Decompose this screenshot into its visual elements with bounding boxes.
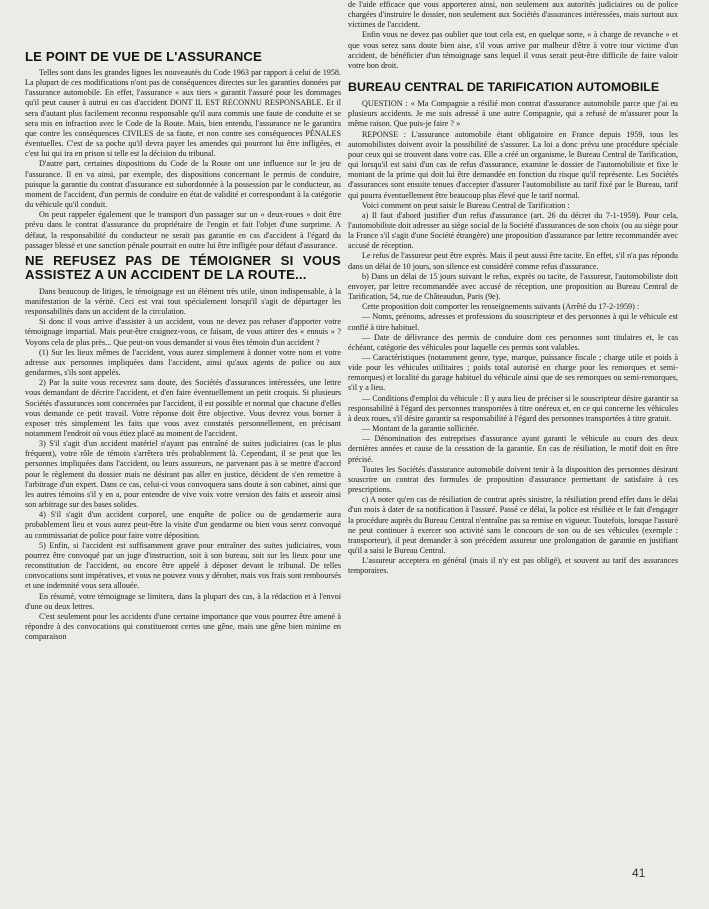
paragraph: de l'aide efficace que vous apporterez ainsi, non seulement aux autorités judiciaires ou de police chargées d'instruire le dossier, non seulement aux Sociétés d'assurances intéressées, mais surtout aux victimes de l'accident. bbox=[348, 0, 678, 30]
section-heading-temoigner: NE REFUSEZ PAS DE TÉMOIGNER SI VOUS ASSISTEZ A UN ACCIDENT DE LA ROUTE... bbox=[25, 252, 341, 283]
paragraph: b) Dans un délai de 15 jours suivant le refus, exprès ou tacite, de l'assureur, l'automobiliste doit envoyer, par lettre recommandée avec accusé de réception, une proposition au Bureau Central de Tarification, 54, rue de Châteaudun, Paris (9e). bbox=[348, 271, 678, 302]
paragraph: En résumé, votre témoignage se limitera, dans la plupart des cas, à la rédaction et à l'envoi d'une ou deux lettres. bbox=[25, 591, 341, 611]
paragraph: (1) Sur les lieux mêmes de l'accident, vous aurez simplement à donner votre nom et votre adresse aux personnes impliquées dans l'accident, ainsi qu'aux agents de police ou aux gendarmes, s'ils sont appelés. bbox=[25, 347, 341, 378]
list-item: — Noms, prénoms, adresses et professions du souscripteur et des personnes à qui le véhicule est confié à titre habituel. bbox=[348, 312, 678, 332]
right-column bbox=[348, 0, 678, 576]
paragraph: C'est seulement pour les accidents d'une certaine importance que vous pourrez être amené à répondre à des convocations qui constitueront certes une gêne, mais une gêne bien minime en comparaison bbox=[25, 611, 341, 642]
paragraph: REPONSE : L'assurance automobile étant obligatoire en France depuis 1959, tous les automobilistes doivent avoir la possibilité de s'assurer. La loi a donc prévu une procédure spéciale pour ceux qui se trouvent dans votre cas. Elle a créé un organisme, le Bureau Central de Tarification, qui lorsqu'il est saisi d'un cas de refus d'assurance, examine le dossier de l'automobiliste et fixe le montant de la prime qui doit lui être demandée en fonction du risque qu'il représente. Les Sociétés d'assurances sont ensuite tenues d'accepter d'assurer l'automobiliste au tarif fixé par le Bureau, tarif qui pourra éventuellement être beaucoup plus élevé que le tarif normal. bbox=[348, 129, 678, 200]
paragraph: Telles sont dans les grandes lignes les nouveautés du Code 1963 par rapport à celui de 1958. La plupart de ces modifications n'ont pas de conséquences directes sur les garanties données par l'assurance automobile. En effet, l'assurance « aux tiers » garantit l'assuré pour les dommages qu'il peut causer à autrui en cas d'accident DONT IL EST RECONNU RESPONSABLE. Et il sera d'autant plus facilement reconnu responsable qu'il aura commis une faute de conduite et se sera mis en infraction avec le Code de la Route. Mais, bien entendu, l'assurance ne le garantira que contre les conséquences CIVILES de sa faute, et non contre ses conséquences PÉNALES éventuelles. C'est de sa poche qu'il devra payer les amendes qui pourront lui être infligées, et c'est lui qui ira en prison si telle est la décision du tribunal. bbox=[25, 68, 341, 159]
paragraph: Le refus de l'assureur peut être exprès. Mais il peut aussi être tacite. En effet, s'il n'a pas répondu dans un délai de 10 jours, son silence est considéré comme refus d'assurance. bbox=[348, 251, 678, 271]
paragraph: Si donc il vous arrive d'assister à un accident, vous ne devez pas refuser d'apporter votre témoignage impartial. Mais peut-être craignez-vous, ce faisant, de vous attirer des « ennuis » ? Voyons cela de plus près... Que peut-on vous demander si vous êtes témoin d'un accident ? bbox=[25, 317, 341, 347]
left-column bbox=[25, 46, 341, 642]
paragraph: c) A noter qu'en cas de résiliation de contrat après sinistre, la résiliation prend effet dans le délai d'un mois à dater de sa notification à l'assuré. Passé ce délai, la police est résiliée et le fait d'engager la procédure auprès du Bureau Central n'entraîne pas sa remise en vigueur. Toutefois, lorsque l'assuré ne peut continuer à exercer son activité sans le concours de son ou de ses véhicules (exemple : transporteur), il peut demander à son précédent assureur une prolongation de garantie en justifiant qu'il a saisi le Bureau Central. bbox=[348, 495, 678, 555]
paragraph: Cette proposition doit comporter les renseignements suivants (Arrêté du 17-2-1959) : bbox=[362, 302, 640, 312]
section-heading-bureau: BUREAU CENTRAL DE TARIFICATION AUTOMOBILE bbox=[348, 80, 660, 95]
list-item: — Dénomination des entreprises d'assurance ayant garanti le véhicule au cours des deux dernières années et cause de la cessation de la garantie. En cas de résiliation, le motif doit en être précisé. bbox=[348, 434, 678, 464]
list-item: — Date de délivrance des permis de conduire dont ces personnes sont titulaires et, le cas échéant, catégorie des véhicules pour laquelle ces permis sont valables. bbox=[348, 332, 678, 352]
paragraph: On peut rappeler également que le transport d'un passager sur un « deux-roues » doit être prévu dans le contrat d'assurance du propriétaire de l'engin et fait l'objet d'une surprime. A défaut, la responsabilité du conducteur ne serait pas garantie en cas d'accident à l'égard du passager blessé et une sanction pénale pourrait en outre lui être infligée pour défaut d'assurance. bbox=[25, 210, 341, 250]
paragraph: 5) Enfin, si l'accident est suffisamment grave pour entraîner des suites judiciaires, vous pourrez être convoqué par un juge d'instruction, soit à son bureau, soit sur les lieux pour une reconstitution de l'accident, ou encore être appelé à déposer devant le tribunal. De telles convocations sont impératives, et vous ne pouvez vous y dérober, mais vos frais sont remboursés et une indemnité vous sera allouée. bbox=[25, 540, 341, 591]
paragraph: a) Il faut d'abord justifier d'un refus d'assurance (art. 26 du décret du 7-1-1959). Pour cela, l'automobiliste doit adresser au siège social de la Société d'assurances de son choix (ou au siège pour la France s'il s'agit d'une Société étrangère) une proposition d'assurance par lettre recommandée avec accusé de réception. bbox=[348, 210, 678, 251]
paragraph: Enfin vous ne devez pas oublier que tout cela est, en quelque sorte, « à charge de revanche » et que vous serez sans doute bien aise, s'il vous arrive par malheur d'être à votre tour victime d'un accident, de bénéficier d'un témoignage sans lequel il vous serait peut-être difficile de faire valoir votre bon droit. bbox=[348, 30, 678, 70]
list-item: — Montant de la garantie sollicitée. bbox=[362, 424, 479, 434]
section-heading-assurance: LE POINT DE VUE DE L'ASSURANCE bbox=[25, 49, 262, 64]
list-item: — Conditions d'emploi du véhicule : Il y aura lieu de préciser si le souscripteur désire garantir sa responsabilité à l'égard des personnes transportées à titre onéreux et, en ce qui concerne les véhicules à deux roues, s'il désire garantir sa responsabilité à l'égard des personnes transportées à titre gratuit. bbox=[348, 393, 678, 423]
paragraph: Voici comment on peut saisir le Bureau Central de Tarification : bbox=[362, 200, 570, 210]
paragraph: QUESTION : « Ma Compagnie a résilié mon contrat d'assurance automobile parce que j'ai eu plusieurs accidents. Je me suis adressé à une autre Compagnie, qui a refusé de m'assurer pour la même raison. Que puis-je faire ? » bbox=[348, 99, 678, 129]
paragraph: 4) S'il s'agit d'un accident corporel, une enquête de police ou de gendarmerie aura probablement lieu et vous aurez peut-être la visite d'un gendarme ou bien vous serez convoqué au commissariat de police pour faire votre déposition. bbox=[25, 510, 341, 540]
paragraph: 2) Par la suite vous recevrez sans doute, des Sociétés d'assurances intéressées, une lettre vous demandant de décrire l'accident, et d'en faire éventuellement un petit croquis. Si plusieurs Sociétés d'assurances sont concernées par l'accident, il est possible et normal que chacune d'elles vous demande ce petit travail. Votre réponse doit être objective. Vous devrez vous borner à exposer très simplement les faits que vous avez constatés personnellement, en précisant notamment l'endroit où vous étiez placé au moment de l'accident. bbox=[25, 378, 341, 438]
page-number: 41 bbox=[632, 866, 646, 880]
paragraph: D'autre part, certaines dispositions du Code de la Route ont une influence sur le jeu de l'assurance. Il en va ainsi, par exemple, des dispositions concernant le permis de conduire, puisque la garantie du contrat d'assurance est subordonnée à la possession par le conducteur, au moment de l'accident, d'un permis de conduire en état de validité et correspondant à la catégorie du véhicule qu'il conduit. bbox=[25, 159, 341, 210]
paragraph: Dans beaucoup de litiges, le témoignage est un élément très utile, sinon indispensable, à la manifestation de la vérité. Ceci est vrai tout spécialement lorsqu'il s'agit de départager les responsabilités dans un accident de la circulation. bbox=[25, 286, 341, 317]
paragraph: 3) S'il s'agit d'un accident matériel n'ayant pas entraîné de suites judiciaires (cas le plus fréquent), votre rôle de témoin s'arrêtera très probablement là. Cependant, il se peut que les personnes impliquées dans l'accident, ou leurs assureurs, ne parvenant pas à se mettre d'accord pour le règlement du dossier mais ne désirant pas aller en justice, décident de s'en remettre à l'arbitrage d'un expert. Dans ce cas, celui-ci vous convoquera sans doute à son cabinet, ainsi que les autres témoins s'il y en a, pour entendre de vive voix votre version des faits et asseoir ainsi son arbitrage sur des bases solides. bbox=[25, 439, 341, 510]
list-item: — Caractéristiques (notamment genre, type, marque, puissance fiscale ; charge utile et poids à vide pour les véhicules utilitaires ; poids total autorisé en charge pour les remorques et semi-remorques) et localité du garage habituel du véhicule ainsi que de ses remorques ou semi-remorques, s'il y a lieu. bbox=[348, 353, 678, 393]
paragraph: L'assureur acceptera en général (mais il n'y est pas obligé), et souvent au tarif des assurances temporaires. bbox=[348, 556, 678, 576]
paragraph: Toutes les Sociétés d'assurance automobile doivent tenir à la disposition des personnes désirant souscrire un contrat des formules de proposition d'assurance permettant de satisfaire à ces prescriptions. bbox=[348, 464, 678, 495]
